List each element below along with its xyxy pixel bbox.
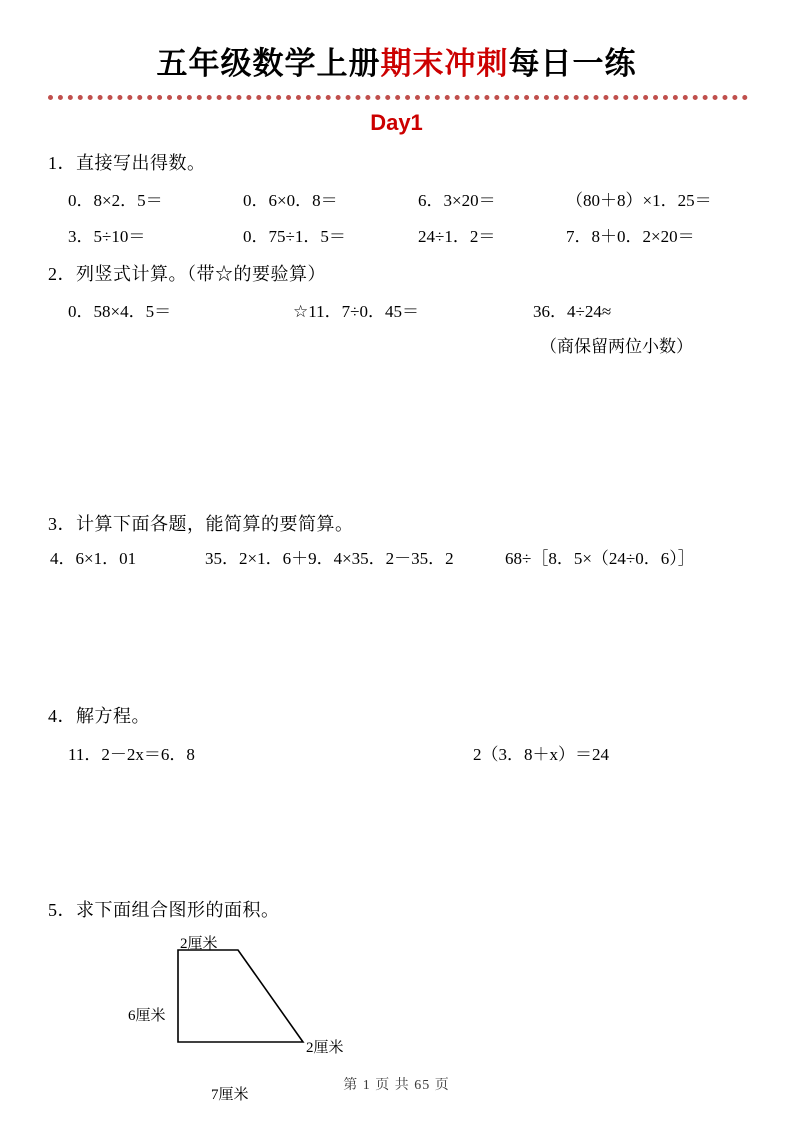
question-1-row-1 xyxy=(48,186,745,211)
question-3-row-1 xyxy=(48,544,745,569)
expression: ☆11．7÷0．45＝ xyxy=(293,302,419,321)
question-2-row-1 xyxy=(48,297,745,322)
trapezoid-outline xyxy=(178,950,303,1042)
expression: 6．3×20＝ xyxy=(418,191,496,210)
question-5-heading: 5．求下面组合图形的面积。 xyxy=(48,900,280,920)
expression: 3．5÷10＝ xyxy=(68,227,146,246)
title-segment-2: 期末冲刺 xyxy=(380,46,509,81)
expression: 4．6×1．01 xyxy=(50,549,137,568)
title-block xyxy=(48,0,745,83)
equation: 2（3．8＋x）＝24 xyxy=(473,745,609,764)
expression: 7．8＋0．2×20＝ xyxy=(566,227,695,246)
question-4-row-1 xyxy=(48,740,745,765)
day-label: Day1 xyxy=(370,110,423,135)
equation: 11．2－2x＝6．8 xyxy=(68,745,195,764)
question-4-heading: 4．解方程。 xyxy=(48,706,150,726)
question-2-note: （商保留两位小数） xyxy=(540,337,693,356)
page-title xyxy=(157,38,637,83)
figure-label-right: 2厘米 xyxy=(306,1040,344,1056)
figure-label-top: 2厘米 xyxy=(180,936,218,952)
figure-label-bottom: 7厘米 xyxy=(211,1087,249,1103)
question-2-heading: 2．列竖式计算。（带☆的要验算） xyxy=(48,264,326,284)
question-1-row-2 xyxy=(48,222,745,247)
question-3-heading: 3．计算下面各题，能简算的要简算。 xyxy=(48,514,354,534)
figure-label-left: 6厘米 xyxy=(128,1008,166,1024)
expression: 24÷1．2＝ xyxy=(418,227,496,246)
answer-space-2 xyxy=(48,569,745,689)
question-1-heading: 1．直接写出得数。 xyxy=(48,153,206,173)
expression: 36．4÷24≈ xyxy=(533,302,612,321)
expression: 35．2×1．6＋9．4×35．2－35．2 xyxy=(205,549,454,568)
expression: 0．58×4．5＝ xyxy=(68,302,172,321)
title-segment-3: 每日一练 xyxy=(508,46,637,81)
page-footer: 第 1 页 共 65 页 xyxy=(343,1078,450,1093)
title-segment-1: 五年级数学上册 xyxy=(156,46,381,81)
expression: 68÷［8．5×（24÷0．6）］ xyxy=(505,549,695,568)
answer-space-3 xyxy=(48,765,745,883)
expression: 0．6×0．8＝ xyxy=(243,191,338,210)
expression: 0．75÷1．5＝ xyxy=(243,227,346,246)
answer-space-1 xyxy=(48,357,745,497)
decorative-dotted-rule xyxy=(48,90,748,100)
expression: （80＋8）×1．25＝ xyxy=(566,191,712,210)
expression: 0．8×2．5＝ xyxy=(68,191,163,210)
